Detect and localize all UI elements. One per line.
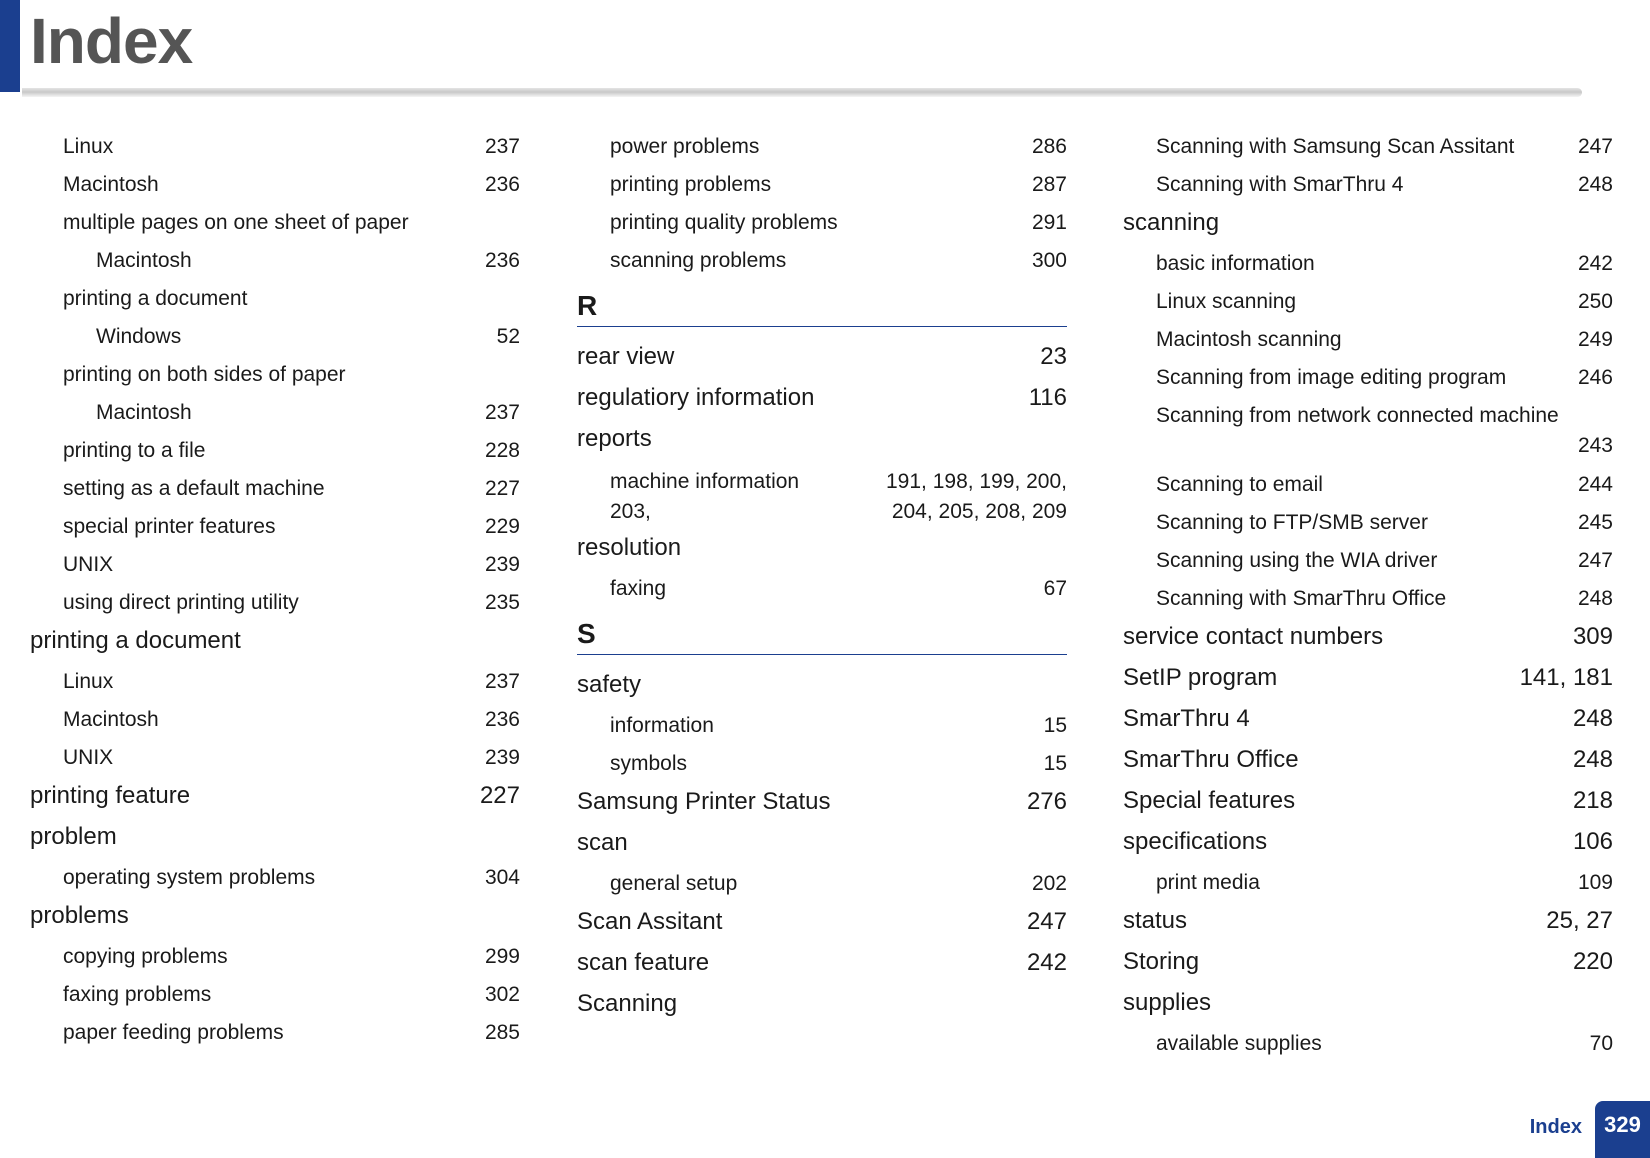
index-term: Scanning to email [1156,473,1323,496]
index-page-numbers: 304 [484,866,520,889]
index-page-numbers: 242 [1577,252,1613,275]
index-entry [1123,704,1613,734]
index-page-numbers: 236 [484,249,520,272]
index-term: SmarThru 4 [1123,705,1250,732]
index-term: printing a document [30,627,241,654]
index-page-numbers: 243 [1577,434,1613,457]
index-term: Scanning from network connected machine [1156,404,1559,427]
index-subentry [577,246,1067,276]
index-page-numbers: 248 [1572,705,1613,732]
index-subentry [30,743,520,773]
index-entry [1123,906,1613,936]
index-page-numbers: 235 [484,591,520,614]
index-term: copying problems [63,945,228,968]
index-entry [1123,786,1613,816]
index-term: faxing problems [63,983,212,1006]
index-term: Scanning to FTP/SMB server [1156,511,1428,534]
index-term: Samsung Printer Status [577,788,831,815]
index-page-numbers: 302 [484,983,520,1006]
index-page-numbers: 227 [484,477,520,500]
index-term: printing a document [63,287,248,310]
index-page-numbers: 245 [1577,511,1613,534]
index-term: UNIX [63,746,114,769]
index-subentry [1123,170,1613,200]
index-subentry [30,474,520,504]
index-term: power problems [610,135,760,158]
index-subentry [577,749,1067,779]
index-term: Scanning with SmarThru Office [1156,587,1447,610]
index-page-numbers: 246 [1577,366,1613,389]
index-subentry [1123,325,1613,355]
index-page-numbers: 202 [1031,872,1067,895]
index-page-numbers: 116 [1028,384,1067,411]
index-page-numbers: 248 [1572,746,1613,773]
index-term: Storing [1123,948,1200,975]
index-letter: S [577,618,596,649]
header-accent-bar [0,0,20,92]
index-subentry [30,705,520,735]
index-subentry [30,863,520,893]
index-term: printing quality problems [610,211,838,234]
index-page-numbers: 242 [1026,949,1067,976]
index-page-numbers: 250 [1577,290,1613,313]
index-term: rear view [577,343,675,370]
index-term: SmarThru Office [1123,746,1299,773]
index-term: problem [30,823,117,850]
index-letter: R [577,290,598,321]
index-term: special printer features [63,515,276,538]
index-letter-heading [577,284,1067,327]
index-term: scanning [1123,209,1220,236]
index-entry [577,670,1067,700]
index-subentry [30,284,520,314]
index-page-numbers: 276 [1026,788,1067,815]
index-page-numbers: 52 [496,325,520,348]
index-subentry [577,574,1067,604]
index-page-numbers: 300 [1031,249,1067,272]
index-term: scan feature [577,949,710,976]
index-subentry [1123,132,1613,162]
index-subentry [30,132,520,162]
index-page-numbers: 229 [484,515,520,538]
index-term: Macintosh [63,708,159,731]
index-page-numbers: 141, 181 [1519,664,1613,691]
index-term: basic information [1156,252,1315,275]
index-term: general setup [610,872,738,895]
index-page-numbers: 249 [1577,328,1613,351]
index-entry [577,907,1067,937]
index-page-numbers: 248 [1577,587,1613,610]
index-term: safety [577,671,642,698]
index-subentry [577,208,1067,238]
index-term: Macintosh [63,173,159,196]
index-term: problems [30,902,129,929]
index-page-numbers: 106 [1572,828,1613,855]
index-page-numbers: 227 [479,782,520,809]
index-page-numbers: 287 [1031,173,1067,196]
index-entry [30,626,520,656]
index-entry [577,828,1067,858]
index-page-numbers: 247 [1577,549,1613,572]
index-page-numbers: 244 [1577,473,1613,496]
index-subentry [30,942,520,972]
index-page-numbers: 237 [484,135,520,158]
index-term: resolution [577,534,682,561]
index-page-numbers: 248 [1577,173,1613,196]
index-subentry [610,467,1067,527]
index-page-numbers: 239 [484,746,520,769]
index-entry [577,383,1067,413]
index-term: printing problems [610,173,772,196]
index-term: UNIX [63,553,114,576]
index-page-numbers: 237 [484,670,520,693]
index-entry [577,424,1067,454]
index-term: Special features [1123,787,1296,814]
index-subentry [1123,470,1613,500]
index-term: information [610,714,714,737]
index-subentry [577,711,1067,741]
footer-section-label: Index [1529,1116,1582,1138]
index-term: printing on both sides of paper [63,363,346,386]
index-page-numbers: 247 [1577,135,1613,158]
index-term: Scanning from image editing program [1156,366,1507,389]
index-entry [1123,988,1613,1018]
index-page-numbers: 15 [1043,752,1067,775]
index-entry [577,342,1067,372]
index-entry [1123,745,1613,775]
index-term: using direct printing utility [63,591,299,614]
index-page-numbers: 191, 198, 199, 200, [886,470,1067,493]
index-term: faxing [610,577,667,600]
index-page-numbers: 286 [1031,135,1067,158]
index-term: machine information [610,470,800,493]
index-subentry [30,667,520,697]
index-term: Windows [96,325,182,348]
index-subentry [1123,287,1613,317]
index-term: Scan Assitant [577,908,723,935]
index-term: Linux scanning [1156,290,1297,313]
index-subentry [577,132,1067,162]
index-page-numbers: 236 [484,173,520,196]
index-entry [577,533,1067,563]
index-page-numbers: 291 [1031,211,1067,234]
index-subentry [1123,868,1613,898]
index-subsubentry [30,322,520,352]
index-term: specifications [1123,828,1268,855]
index-term: symbols [610,752,688,775]
index-term: Macintosh [96,249,192,272]
index-entry [1123,208,1613,238]
index-page-numbers: 285 [484,1021,520,1044]
index-term: Linux [63,135,114,158]
index-page-numbers: 23 [1040,343,1067,370]
index-term: multiple pages on one sheet of paper [63,211,409,234]
index-page-numbers: 239 [484,553,520,576]
index-term: scanning problems [610,249,787,272]
index-page-numbers: 109 [1577,871,1613,894]
index-term: Scanning with SmarThru 4 [1156,173,1404,196]
index-entry [1123,827,1613,857]
index-subentry [30,1018,520,1048]
index-page-numbers: 309 [1572,623,1613,650]
index-page-numbers: 299 [484,945,520,968]
page-title: Index [30,5,193,77]
index-term: setting as a default machine [63,477,325,500]
index-term: SetIP program [1123,664,1278,691]
index-page-numbers: 237 [484,401,520,424]
index-subentry [1123,363,1613,393]
index-entry [1123,663,1613,693]
index-subsubentry [30,246,520,276]
index-subentry [30,360,520,390]
index-subentry [577,170,1067,200]
index-entry [30,822,520,852]
index-subsubentry [30,398,520,428]
index-term-continued: 203, [610,500,651,523]
index-page-numbers: 228 [484,439,520,462]
index-page-numbers: 220 [1572,948,1613,975]
index-page-numbers: 67 [1043,577,1067,600]
index-page-numbers: 15 [1043,714,1067,737]
index-page-numbers-continued: 204, 205, 208, 209 [891,500,1067,523]
header-rule [22,88,1582,97]
index-term: Macintosh [96,401,192,424]
index-term: reports [577,425,652,452]
index-page-numbers: 218 [1572,787,1613,814]
index-term: Scanning [577,990,678,1017]
index-term: Scanning with Samsung Scan Assitant [1156,135,1515,158]
index-term: scan [577,829,628,856]
index-term: Scanning using the WIA driver [1156,549,1438,572]
index-term: supplies [1123,989,1212,1016]
index-subentry [1123,1029,1613,1059]
index-entry [1123,947,1613,977]
index-page-numbers: 236 [484,708,520,731]
index-entry [577,787,1067,817]
index-subentry [30,436,520,466]
index-subentry [577,869,1067,899]
index-subentry [30,588,520,618]
index-term: operating system problems [63,866,316,889]
page-number-badge: 329 [1595,1101,1650,1158]
index-term: paper feeding problems [63,1021,284,1044]
index-subentry [30,170,520,200]
index-letter-heading [577,612,1067,655]
index-entry [30,901,520,931]
index-entry [30,781,520,811]
index-entry [577,948,1067,978]
index-term: status [1123,907,1188,934]
index-subentry [1123,584,1613,614]
index-subentry [1123,401,1613,457]
index-term: regulatiory information [577,384,815,411]
index-subentry [30,208,520,238]
index-term: service contact numbers [1123,623,1384,650]
index-subentry [1123,546,1613,576]
index-subentry [1123,249,1613,279]
index-entry [1123,622,1613,652]
index-subentry [30,550,520,580]
index-page-numbers: 70 [1589,1032,1613,1055]
index-subentry [30,512,520,542]
index-term: printing to a file [63,439,206,462]
index-term: available supplies [1156,1032,1322,1055]
index-term: printing feature [30,782,191,809]
index-subentry [30,980,520,1010]
index-page-numbers: 247 [1026,908,1067,935]
index-term: Linux [63,670,114,693]
index-term: print media [1156,871,1260,894]
index-term: Macintosh scanning [1156,328,1342,351]
index-page-numbers: 25, 27 [1546,907,1613,934]
index-entry [577,989,1067,1019]
index-subentry [1123,508,1613,538]
